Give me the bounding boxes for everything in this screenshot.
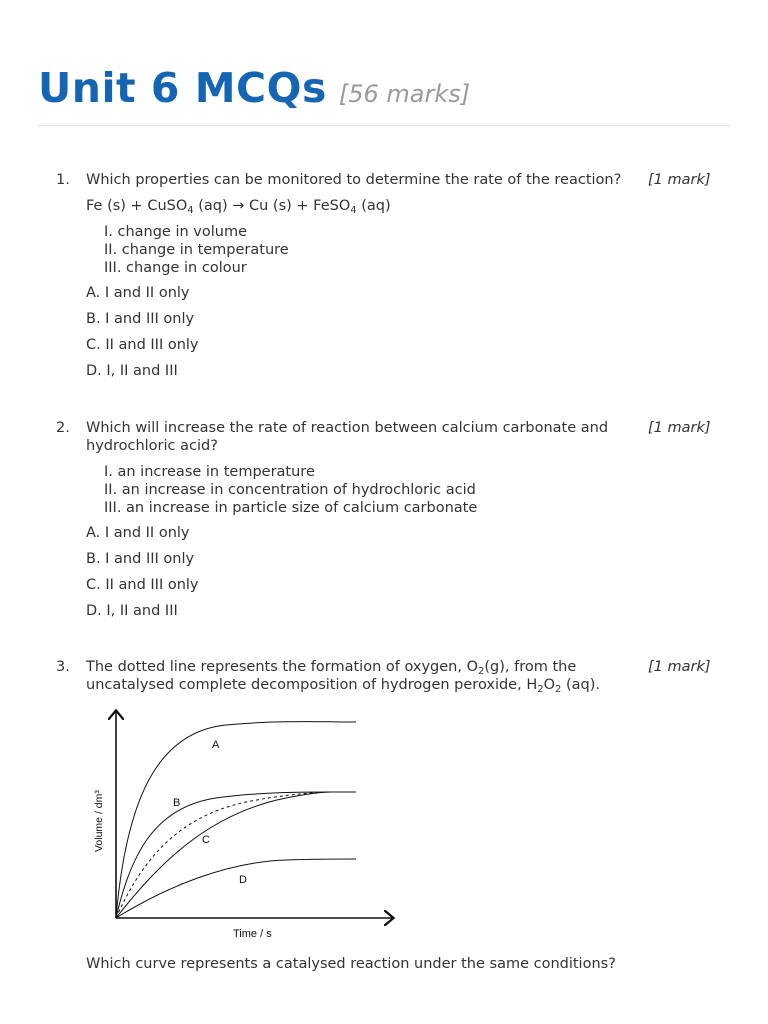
- question-text: The dotted line represents the formation of oxygen, $O_2(g)$, from the uncatalysed complete decomposition of hydrogen peroxide, $H_2O_2$ (aq).: [86, 659, 601, 695]
- curve-label-b: B: [173, 797, 181, 809]
- statement: I. an increase in temperature: [104, 464, 315, 480]
- statement: III. an increase in particle size of calcium carbonate: [104, 500, 478, 516]
- volume-time-graph: [86, 702, 416, 948]
- option-c[interactable]: C. II and III only: [86, 577, 199, 593]
- statement-list: [104, 463, 477, 517]
- question-text: Which will increase the rate of reaction between calcium carbonate and hydrochloric acid?: [86, 420, 609, 454]
- total-marks: [56 marks]: [338, 80, 471, 108]
- question-number: 1.: [56, 172, 70, 188]
- statement: III. change in colour: [104, 260, 247, 276]
- option-a[interactable]: A. I and II only: [86, 525, 190, 541]
- page-header: [38, 64, 730, 112]
- graph-question: Which curve represents a catalysed reaction under the same conditions?: [86, 956, 616, 972]
- curve-b: [116, 792, 356, 918]
- question-number: 3.: [56, 659, 70, 675]
- option-a[interactable]: A. I and II only: [86, 285, 190, 301]
- y-axis-label: Volume / dm³: [93, 790, 105, 852]
- curve-label-c: C: [202, 834, 210, 846]
- page-title: Unit 6 MCQs: [38, 64, 327, 112]
- statement-list: [104, 223, 289, 277]
- curve-label-a: A: [212, 739, 220, 751]
- statement: II. change in temperature: [104, 242, 289, 258]
- header-divider: [38, 125, 730, 126]
- option-d[interactable]: D. I, II and III: [86, 603, 178, 619]
- question-marks: [1 mark]: [648, 172, 711, 188]
- statement: I. change in volume: [104, 224, 248, 240]
- option-d[interactable]: D. I, II and III: [86, 363, 178, 379]
- reaction-equation: Fe (s) + CuSO$_4$ (aq) → Cu (s) + FeSO$_4$ (aq): [86, 198, 391, 216]
- option-b[interactable]: B. I and III only: [86, 551, 195, 567]
- statement: II. an increase in concentration of hydrochloric acid: [104, 482, 476, 498]
- question-marks: [1 mark]: [648, 420, 711, 436]
- curve-d: [116, 859, 356, 918]
- question-text: Which properties can be monitored to determine the rate of the reaction?: [86, 172, 622, 188]
- curve-label-d: D: [239, 874, 247, 886]
- question-number: 2.: [56, 420, 70, 436]
- question-marks: [1 mark]: [648, 659, 711, 675]
- curve-a: [116, 722, 356, 918]
- option-c[interactable]: C. II and III only: [86, 337, 199, 353]
- option-b[interactable]: B. I and III only: [86, 311, 195, 327]
- x-axis-label: Time / s: [233, 928, 272, 940]
